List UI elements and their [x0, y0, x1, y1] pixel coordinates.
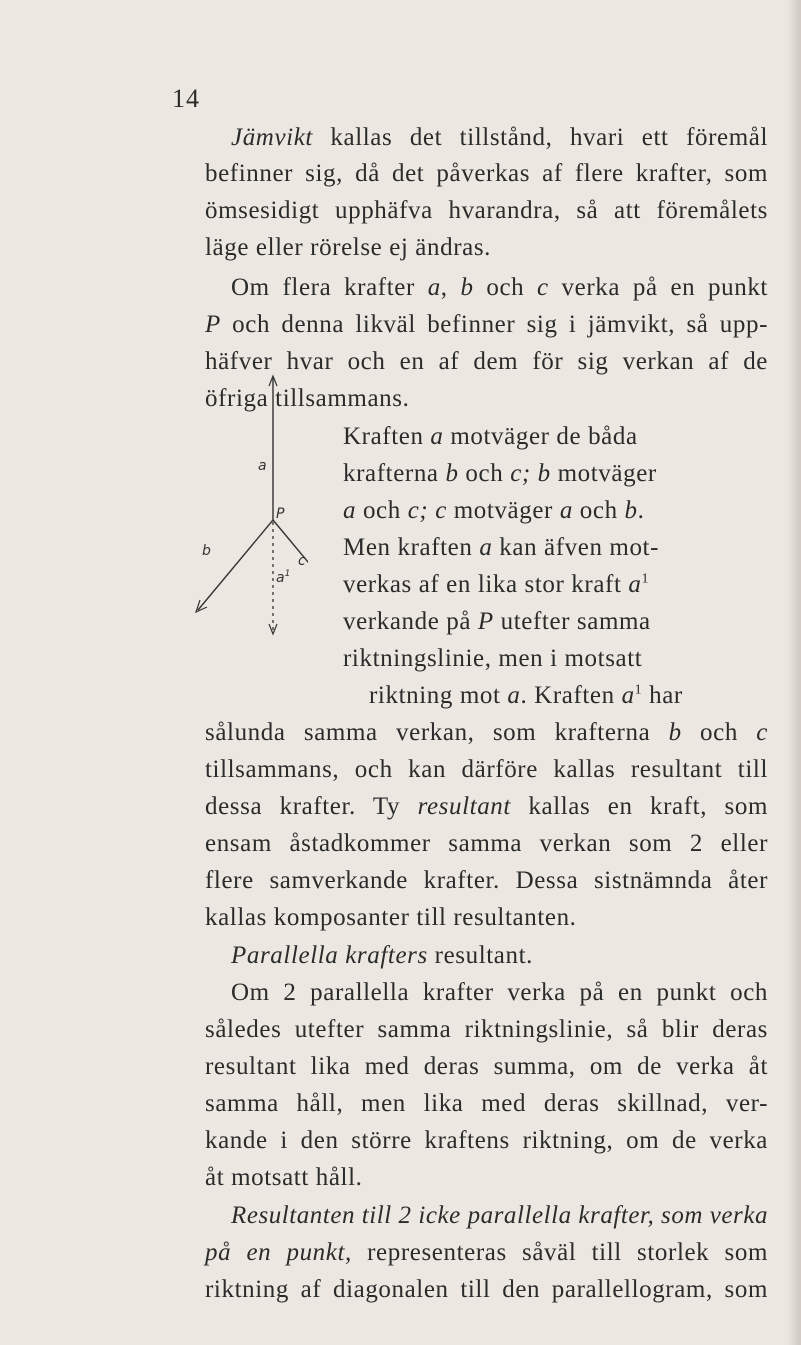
italic-text: a	[507, 682, 521, 709]
text-run: utefter samma	[493, 608, 651, 635]
italic-text: b	[668, 719, 682, 746]
text-run: .	[637, 497, 645, 524]
text-line	[205, 1160, 363, 1196]
text-line	[205, 826, 768, 862]
text-run: . Kraften	[520, 682, 622, 709]
text-line	[205, 1086, 768, 1122]
superscript: 1	[641, 571, 650, 587]
italic-text: P	[477, 608, 494, 635]
text-run: och	[356, 497, 408, 524]
text-run: och	[458, 460, 511, 487]
text-run: dessa krafter. Ty	[205, 793, 418, 820]
text-run: ömsesidigt upphäfva hvarandra, så att föremålets	[205, 197, 768, 224]
force-b-line	[198, 520, 273, 610]
text-run: Om flera krafter	[231, 274, 428, 301]
text-run: och	[572, 497, 625, 524]
page-number: 14	[172, 84, 200, 113]
italic-text: på en punkt,	[205, 1239, 352, 1266]
text-run: verkas af en lika stor kraft	[343, 571, 629, 598]
text-run: och denna likväl befinner sig i jämvikt, så upp-	[220, 311, 768, 338]
text-line	[343, 493, 645, 529]
text-run: verka på en punkt	[548, 274, 768, 301]
text-run: sålunda samma verkan, som krafterna	[205, 719, 669, 746]
text-line	[231, 1198, 768, 1234]
text-line	[205, 1123, 768, 1159]
italic-text: a	[628, 571, 642, 598]
text-run: kande i den större kraftens riktning, om de verka	[205, 1127, 768, 1154]
text-run: resultant.	[427, 942, 533, 969]
text-line	[205, 1012, 768, 1048]
text-run: ensam åstadkommer samma verkan som 2 eller	[205, 830, 768, 857]
text-line	[205, 230, 491, 266]
superscript: 1	[634, 682, 643, 698]
text-run: befinner sig, då det påverkas af flere krafter, som	[205, 160, 768, 187]
text-run: således utefter samma riktningslinie, så blir deras	[205, 1016, 768, 1043]
text-line	[343, 641, 642, 677]
italic-text: c	[756, 719, 768, 746]
text-line	[205, 715, 768, 751]
italic-text: c; b	[510, 460, 551, 487]
text-line	[343, 604, 651, 640]
text-run: motväger de båda	[443, 423, 638, 450]
text-run: har	[642, 682, 683, 709]
text-line	[343, 456, 657, 492]
text-run: kan äfven mot-	[492, 534, 660, 561]
italic-text: a	[427, 274, 441, 301]
text-run: häfver hvar och en af dem för sig verkan af de	[205, 348, 768, 375]
text-run: kallas komposanter till resultanten.	[205, 904, 577, 931]
text-line	[343, 419, 638, 455]
text-run: krafterna	[343, 460, 446, 487]
text-line	[343, 567, 649, 603]
italic-text: P	[205, 311, 221, 338]
text-line	[205, 156, 768, 192]
text-line	[205, 1272, 768, 1308]
italic-text: Jämvikt	[231, 124, 313, 151]
text-run: samma håll, men lika med deras skillnad, ver-	[205, 1090, 768, 1117]
text-line	[369, 678, 683, 714]
text-line	[205, 789, 768, 825]
label-a1: $a^1$	[276, 569, 291, 586]
text-line	[205, 1049, 768, 1085]
text-line	[231, 120, 768, 156]
text-line	[205, 1235, 768, 1271]
italic-text: a	[430, 423, 444, 450]
text-run: resultant lika med deras summa, om de verka åt	[205, 1053, 768, 1080]
page-edge-shadow	[787, 0, 801, 1345]
text-run: Men kraften	[343, 534, 480, 561]
force-diagram	[188, 370, 308, 640]
text-run: verkande på	[343, 608, 478, 635]
label-c: c	[298, 553, 306, 569]
italic-text: c	[537, 274, 549, 301]
text-run: flere samverkande krafter. Dessa sistnämnda åter	[205, 867, 768, 894]
text-run: riktning mot	[369, 682, 508, 709]
text-line	[205, 900, 577, 936]
text-run: motväger	[550, 460, 657, 487]
text-run: kallas en kraft, som	[510, 793, 768, 820]
italic-text: c; c	[407, 497, 447, 524]
label-a: a	[258, 458, 267, 474]
italic-text: Parallella krafters	[231, 942, 428, 969]
italic-text: a	[479, 534, 493, 561]
text-run: kallas det tillstånd, hvari ett föremål	[312, 124, 768, 151]
italic-text: b	[445, 460, 459, 487]
text-run: Kraften	[343, 423, 431, 450]
text-line	[343, 530, 659, 566]
italic-text: a	[621, 682, 635, 709]
italic-text: a	[559, 497, 573, 524]
text-line	[205, 863, 768, 899]
text-run: och	[473, 274, 538, 301]
italic-text: Resultanten till 2 icke parallella krafter, som verka	[231, 1202, 768, 1229]
text-line	[231, 938, 533, 974]
text-run: öfriga tillsammans.	[205, 385, 410, 412]
italic-text: b	[460, 274, 474, 301]
text-line	[205, 193, 768, 229]
force-diagram-svg	[188, 370, 308, 640]
text-line	[231, 270, 768, 306]
text-line	[231, 975, 768, 1011]
text-line	[205, 752, 768, 788]
text-run: Om 2 parallella krafter verka på en punkt och	[231, 979, 768, 1006]
italic-text: a	[343, 497, 357, 524]
text-line	[205, 307, 768, 343]
text-run: tillsammans, och kan därföre kallas resultant till	[205, 756, 768, 783]
label-b: b	[202, 543, 211, 559]
text-run: ,	[440, 274, 461, 301]
italic-text: b	[624, 497, 638, 524]
text-run: motväger	[446, 497, 560, 524]
italic-text: resultant	[417, 793, 511, 820]
text-run: riktningslinie, men i motsatt	[343, 645, 643, 672]
label-P: P	[276, 506, 285, 522]
text-run: riktning af diagonalen till den parallellogram, som	[205, 1276, 768, 1303]
text-run: åt motsatt håll.	[205, 1164, 363, 1191]
text-run: representeras såväl till storlek som	[351, 1239, 768, 1266]
text-run: och	[681, 719, 757, 746]
text-run: läge eller rörelse ej ändras.	[205, 234, 492, 261]
